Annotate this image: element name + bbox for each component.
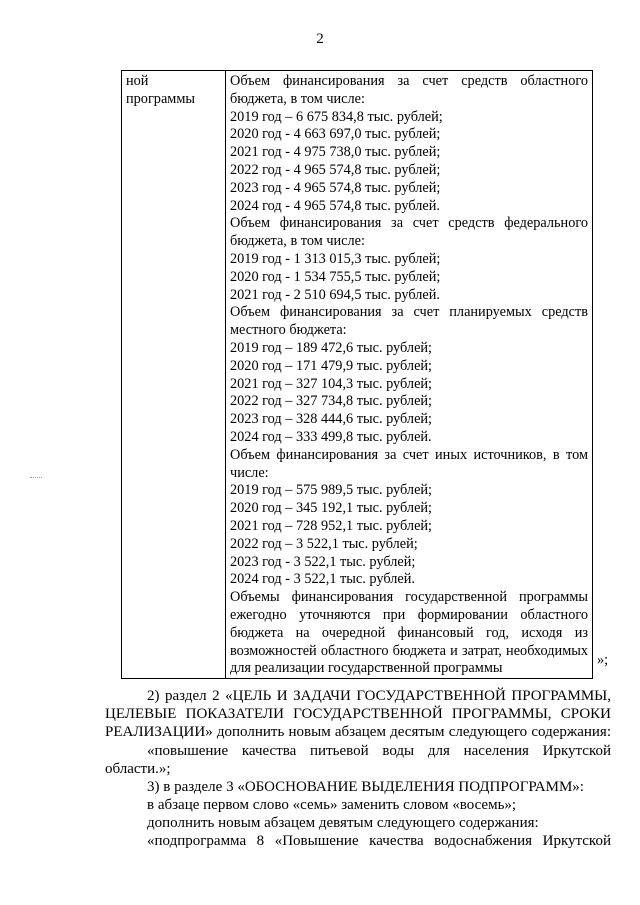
year-item: 2019 год – 6 675 834,8 тыс. рублей; xyxy=(230,108,443,125)
section-local xyxy=(230,304,588,446)
text-line: «подпрограмма 8 «Повышение качества водоснабжения Иркутской xyxy=(147,833,611,849)
section-other xyxy=(230,447,588,589)
section-heading: Объем финансирования за счет средств федерального бюджета, в том числе: xyxy=(230,215,588,250)
label-line: программы xyxy=(126,90,196,107)
year-item: 2021 год - 2 510 694,5 тыс. рублей. xyxy=(230,286,440,303)
text-line: РЕАЛИЗАЦИИ» дополнить новым абзацем десятым следующего содержания: xyxy=(105,724,611,740)
section-regional xyxy=(230,73,588,215)
paragraph-add-ninth: дополнить новым абзацем девятым следующего содержания: xyxy=(147,815,539,831)
year-item: 2023 год - 4 965 574,8 тыс. рублей; xyxy=(230,179,441,196)
text-line: 2) раздел 2 «ЦЕЛЬ И ЗАДАЧИ ГОСУДАРСТВЕННОЙ ПРОГРАММЫ, xyxy=(147,688,611,704)
paragraph-section-3: 3) в разделе 3 «ОБОСНОВАНИЕ ВЫДЕЛЕНИЯ ПОДПРОГРАММ»: xyxy=(147,779,584,795)
page-number: 2 xyxy=(316,31,324,47)
year-item: 2021 год – 728 952,1 тыс. рублей; xyxy=(230,517,433,534)
paragraph-replace-word: в абзаце первом слово «семь» заменить словом «восемь»; xyxy=(147,797,517,813)
year-item: 2019 год – 189 472,6 тыс. рублей; xyxy=(230,339,433,356)
paragraph-subprogram-8 xyxy=(105,832,611,850)
section-federal xyxy=(230,215,588,304)
table-label-cell xyxy=(122,71,226,679)
year-item: 2021 год - 4 975 738,0 тыс. рублей; xyxy=(230,144,441,161)
year-item: 2022 год – 327 734,8 тыс. рублей; xyxy=(230,393,433,410)
table-content-cell xyxy=(226,71,593,679)
year-item: 2023 год – 328 444,6 тыс. рублей; xyxy=(230,411,433,428)
margin-mark xyxy=(30,477,42,479)
closing-note: Объемы финансирования государственной программы ежегодно уточняются при формировании областного бюджета на очередной финансовый год, исходя из возможностей областного бюджета и затрат, необходимых для реализации государственной программы xyxy=(230,589,588,677)
paragraph-section-2 xyxy=(105,687,611,741)
section-heading: Объем финансирования за счет иных источников, в том числе: xyxy=(230,446,588,481)
label-line: ной xyxy=(126,73,149,89)
year-item: 2020 год – 345 192,1 тыс. рублей; xyxy=(230,500,433,517)
section-heading: Объем финансирования за счет планируемых средств местного бюджета: xyxy=(230,304,588,339)
closing-quote-mark: »; xyxy=(597,652,609,668)
year-item: 2020 год - 1 534 755,5 тыс. рублей; xyxy=(230,268,441,285)
year-item: 2024 год - 3 522,1 тыс. рублей. xyxy=(230,571,415,588)
year-item: 2020 год - 4 663 697,0 тыс. рублей; xyxy=(230,126,441,143)
paragraph-new-goal xyxy=(105,742,611,778)
year-item: 2022 год - 4 965 574,8 тыс. рублей; xyxy=(230,161,441,178)
year-item: 2019 год – 575 989,5 тыс. рублей; xyxy=(230,482,433,499)
year-item: 2019 год - 1 313 015,3 тыс. рублей; xyxy=(230,250,441,267)
text-line: ЦЕЛЕВЫЕ ПОКАЗАТЕЛИ ГОСУДАРСТВЕННОЙ ПРОГРАММЫ, СРОКИ xyxy=(105,706,611,722)
text-line: «повышение качества питьевой воды для населения Иркутской xyxy=(147,743,611,759)
year-item: 2021 год – 327 104,3 тыс. рублей; xyxy=(230,375,433,392)
financing-table xyxy=(121,70,593,679)
year-item: 2020 год – 171 479,9 тыс. рублей; xyxy=(230,357,433,374)
year-item: 2022 год – 3 522,1 тыс. рублей; xyxy=(230,535,418,552)
text-line: области.»; xyxy=(105,761,171,777)
year-item: 2023 год - 3 522,1 тыс. рублей; xyxy=(230,553,416,570)
year-item: 2024 год – 333 499,8 тыс. рублей. xyxy=(230,428,432,445)
section-heading: Объем финансирования за счет средств областного бюджета, в том числе: xyxy=(230,73,588,107)
year-item: 2024 год - 4 965 574,8 тыс. рублей. xyxy=(230,197,440,214)
